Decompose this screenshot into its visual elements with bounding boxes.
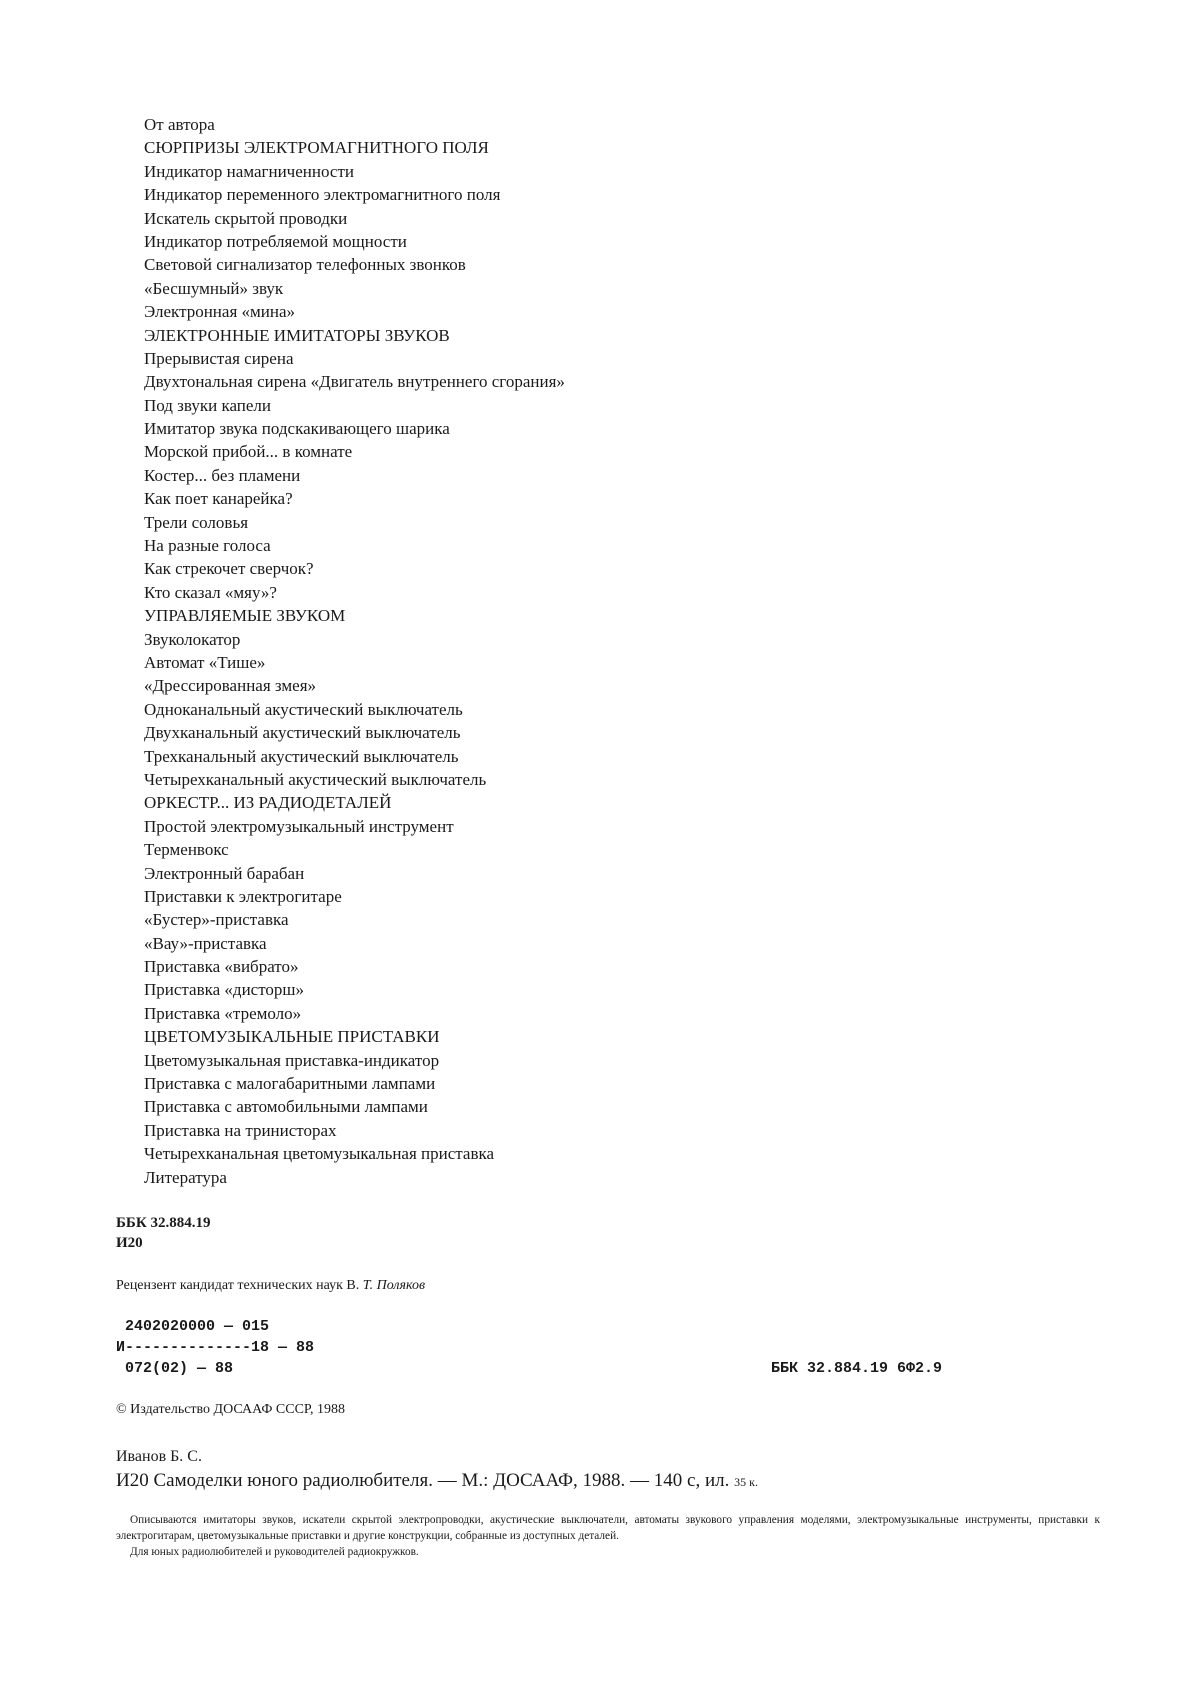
toc-item: Одноканальный акустический выключатель: [144, 699, 463, 719]
toc-item: Под звуки капели: [144, 395, 272, 415]
toc-item: Приставка на тринисторах: [144, 1120, 337, 1140]
toc-item: Электронный барабан: [144, 863, 305, 883]
toc-item: «Дрессированная змея»: [144, 676, 317, 696]
annotation: [116, 1512, 1100, 1560]
reviewer-line: [116, 1276, 425, 1296]
toc-item: Приставки к электрогитаре: [144, 886, 342, 906]
toc-item: «Вау»-приставка: [144, 933, 267, 953]
toc-item: Приставка «дисторш»: [144, 980, 305, 1000]
toc-item: Кто сказал «мяу»?: [144, 582, 277, 602]
catalog-price: 35 к.: [734, 1475, 758, 1489]
author-mark: И20: [116, 1235, 143, 1251]
code-line-1: 2402020000 — 015: [116, 1318, 270, 1335]
toc-item: Морской прибой... в комнате: [144, 442, 353, 462]
publication-code: [116, 1316, 314, 1379]
toc-item: От автора: [144, 115, 215, 134]
catalog-entry: [116, 1469, 758, 1494]
toc-item: Индикатор переменного электромагнитного поля: [144, 185, 501, 205]
toc-item: Костер... без пламени: [144, 465, 301, 485]
code-line-3: 072(02) — 88: [116, 1360, 234, 1377]
toc-item: «Бесшумный» звук: [144, 278, 284, 298]
toc-item: ОРКЕСТР... ИЗ РАДИОДЕТАЛЕЙ: [144, 793, 392, 813]
reviewer-prefix: Рецензент кандидат технических наук В.: [116, 1278, 363, 1293]
code-line-2: И--------------18 — 88: [116, 1339, 315, 1356]
toc-item: Приставка с автомобильными лампами: [144, 1097, 428, 1117]
toc-item: СЮРПРИЗЫ ЭЛЕКТРОМАГНИТНОГО ПОЛЯ: [144, 138, 489, 158]
toc-item: Как стрекочет сверчок?: [144, 559, 314, 579]
toc-item: Трехканальный акустический выключатель: [144, 746, 459, 766]
toc-item: Двухканальный акустический выключатель: [144, 723, 461, 743]
copyright: © Издательство ДОСААФ СССР, 1988: [116, 1402, 345, 1417]
toc-item: УПРАВЛЯЕМЫЕ ЗВУКОМ: [144, 606, 346, 626]
toc-item: На разные голоса: [144, 536, 271, 556]
catalog-main: И20 Самоделки юного радиолюбителя. — М.: ДОСААФ, 1988. — 140 с, ил.: [116, 1470, 735, 1491]
toc-item: Индикатор потребляемой мощности: [144, 231, 407, 251]
toc-item: Четырехканальная цветомузыкальная приставка: [144, 1144, 495, 1164]
author: Иванов Б. С.: [116, 1448, 202, 1465]
toc-item: Приставка с малогабаритными лампами: [144, 1074, 436, 1094]
toc-item: Прерывистая сирена: [144, 348, 294, 368]
toc-item: Индикатор намагниченности: [144, 161, 354, 181]
toc-item: Приставка «вибрато»: [144, 957, 299, 977]
toc-item: Терменвокс: [144, 840, 229, 860]
toc-item: «Бустер»-приставка: [144, 910, 289, 930]
toc-item: Литература: [144, 1167, 227, 1187]
table-of-contents: [144, 113, 565, 1189]
toc-item: Четырехканальный акустический выключатель: [144, 769, 487, 789]
annotation-paragraph: Для юных радиолюбителей и руководителей радиокружков.: [130, 1546, 419, 1558]
toc-item: Трели соловья: [144, 512, 249, 532]
toc-item: ЦВЕТОМУЗЫКАЛЬНЫЕ ПРИСТАВКИ: [144, 1027, 440, 1047]
bbk-index: [116, 1213, 210, 1253]
toc-item: Простой электромузыкальный инструмент: [144, 816, 454, 836]
toc-item: Двухтональная сирена «Двигатель внутреннего сгорания»: [144, 372, 565, 392]
toc-item: Автомат «Тише»: [144, 652, 266, 672]
toc-item: Имитатор звука подскакивающего шарика: [144, 419, 450, 439]
toc-item: Приставка «тремоло»: [144, 1003, 302, 1023]
toc-item: Световой сигнализатор телефонных звонков: [144, 255, 466, 275]
reviewer-name: Т. Поляков: [362, 1278, 426, 1293]
bbk-classification: ББК 32.884.19 6Ф2.9: [771, 1360, 943, 1377]
toc-item: Цветомузыкальная приставка-индикатор: [144, 1050, 440, 1070]
toc-item: Искатель скрытой проводки: [144, 208, 348, 228]
toc-item: ЭЛЕКТРОННЫЕ ИМИТАТОРЫ ЗВУКОВ: [144, 325, 450, 345]
toc-item: Электронная «мина»: [144, 302, 296, 322]
toc-item: Как поет канарейка?: [144, 489, 293, 509]
annotation-paragraph: Описываются имитаторы звуков, искатели скрытой электропроводки, акустические выключатели, автоматы звукового управления моделями, электромузыкальные инструменты, приставки к электрогитарам, цветомузыкальные приставки и другие конструкции, собранные из доступных деталей.: [116, 1514, 1100, 1542]
bbk-code: ББК 32.884.19: [116, 1215, 211, 1231]
toc-item: Звуколокатор: [144, 629, 241, 649]
